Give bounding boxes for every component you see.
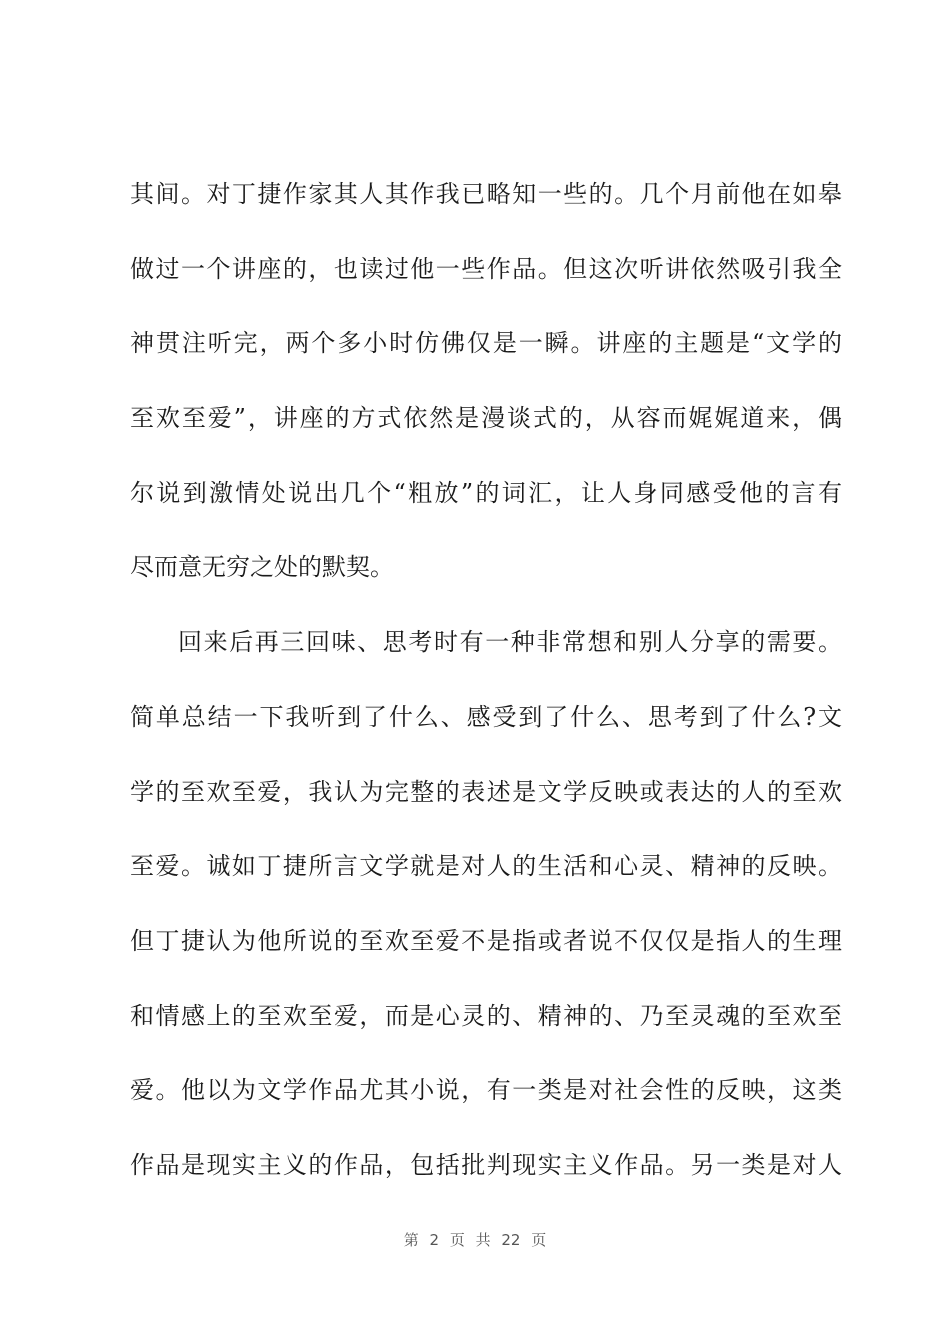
paragraph-2-line-3: 学的至欢至爱，我认为完整的表述是文学反映或表达的人的至欢 bbox=[130, 778, 842, 806]
paragraph-2-line-6: 和情感上的至欢至爱，而是心灵的、精神的、乃至灵魂的至欢至 bbox=[130, 1002, 842, 1030]
paragraph-2-line-4: 至爱。诚如丁捷所言文学就是对人的生活和心灵、精神的反映。 bbox=[130, 852, 842, 880]
paragraph-2-line-1: 回来后再三回味、思考时有一种非常想和别人分享的需要。 bbox=[178, 628, 842, 656]
paragraph-1-line-3: 神贯注听完，两个多小时仿佛仅是一瞬。讲座的主题是“文学的 bbox=[130, 329, 842, 357]
paragraph-2-line-5: 但丁捷认为他所说的至欢至爱不是指或者说不仅仅是指人的生理 bbox=[130, 927, 842, 955]
paragraph-1-line-1: 其间。对丁捷作家其人其作我已略知一些的。几个月前他在如皋 bbox=[130, 180, 842, 208]
paragraph-1-line-4: 至欢至爱”，讲座的方式依然是漫谈式的，从容而娓娓道来，偶 bbox=[130, 404, 842, 432]
paragraph-1-line-6: 尽而意无穷之处的默契。 bbox=[130, 553, 394, 581]
paragraph-1-line-2: 做过一个讲座的，也读过他一些作品。但这次听讲依然吸引我全 bbox=[130, 255, 842, 283]
paragraph-2-line-8: 作品是现实主义的作品，包括批判现实主义作品。另一类是对人 bbox=[130, 1151, 842, 1179]
page-number-footer: 第 2 页 共 22 页 bbox=[403, 1231, 547, 1249]
paragraph-2-line-2: 简单总结一下我听到了什么、感受到了什么、思考到了什么?文 bbox=[130, 703, 842, 731]
paragraph-2-line-7: 爱。他以为文学作品尤其小说，有一类是对社会性的反映，这类 bbox=[130, 1076, 842, 1104]
paragraph-1-line-5: 尔说到激情处说出几个“粗放”的词汇，让人身同感受他的言有 bbox=[130, 479, 842, 507]
